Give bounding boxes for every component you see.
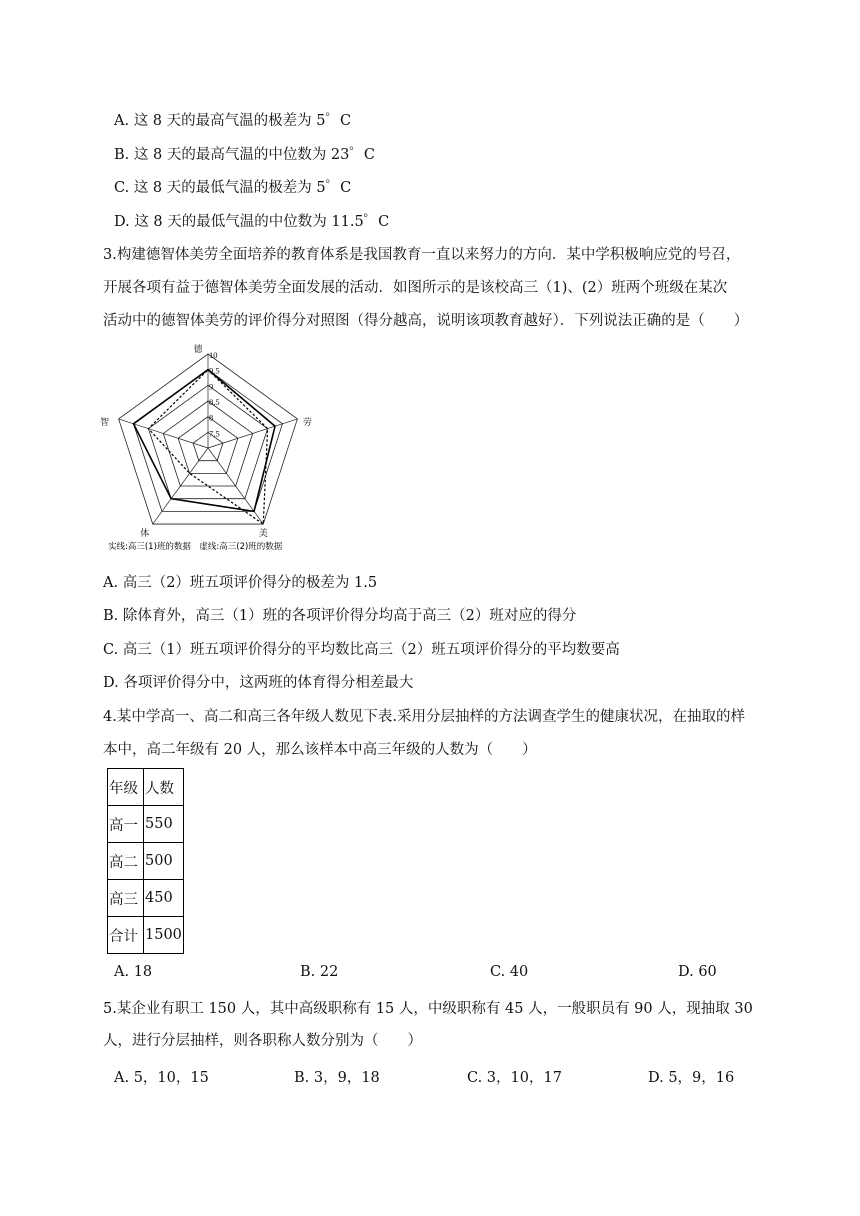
q5-stem-line-1: 5.某企业有职工 150 人，其中高级职称有 15 人，中级职称有 45 人，一般职员有 90 人，现抽取 30 [103, 1001, 753, 1017]
radar-tick-label: 8.5 [209, 397, 220, 407]
table-cell: 高二 [108, 843, 144, 880]
q2-option-a: A. 这 8 天的最高气温的极差为 5゜C [114, 113, 352, 129]
q3-option-b: B. 除体育外，高三（1）班的各项评价得分均高于高三（2）班对应的得分 [103, 608, 577, 624]
grade-count-table [107, 768, 184, 954]
q5-choice-c: C. 3，10，17 [467, 1070, 562, 1086]
q4-choice-d: D. 60 [678, 964, 717, 980]
q4-choice-a: A. 18 [114, 964, 153, 980]
q3-stem-line-3: 活动中的德智体美劳的评价得分对照图（得分越高，说明该项教育越好）．下列说法正确的是（ ） [103, 313, 749, 329]
radar-tick-labels [209, 350, 220, 438]
q3-stem-line-2: 开展各项有益于德智体美劳全面发展的活动．如图所示的是该校高三（1)、(2）班两个班级在某次 [103, 280, 728, 296]
q5-choice-a: A. 5，10，15 [114, 1070, 209, 1086]
q3-option-a: A. 高三（2）班五项评价得分的极差为 1.5 [103, 575, 378, 591]
radar-axis-label: 劳 [302, 417, 312, 428]
radar-tick-label: 9.5 [209, 365, 220, 376]
radar-legend: 实线:高三(1)班的数据 虚线:高三(2)班的数据 [108, 542, 283, 552]
radar-spoke [119, 419, 208, 448]
radar-tick-label: 10 [209, 350, 218, 360]
table-header-grade: 年级 [108, 769, 144, 806]
q5-stem-line-2: 人，进行分层抽样，则各职称人数分别为（ ） [103, 1033, 422, 1049]
table-cell: 高三 [108, 880, 144, 917]
table-cell: 1500 [144, 917, 184, 954]
q2-option-b: B. 这 8 天的最高气温的中位数为 23゜C [114, 147, 375, 163]
table-row [108, 806, 184, 843]
table-row [108, 917, 184, 954]
radar-axis-label: 体 [140, 529, 150, 540]
q4-stem-line-2: 本中，高二年级有 20 人，那么该样本中高三年级的人数为（ ） [103, 742, 537, 758]
table-header-count: 人数 [144, 769, 184, 806]
q2-option-d: D. 这 8 天的最低气温的中位数为 11.5゜C [114, 214, 390, 230]
q4-choice-c: C. 40 [490, 964, 529, 980]
q4-stem-line-1: 4.某中学高一、高二和高三各年级人数见下表.采用分层抽样的方法调查学生的健康状况，在抽取的样 [103, 709, 745, 725]
q4-choice-b: B. 22 [300, 964, 339, 980]
q3-stem-line-1: 3.构建德智体美劳全面培养的教育体系是我国教育一直以来努力的方向．某中学积极响应党的号召， [103, 247, 741, 263]
q3-option-d: D. 各项评价得分中，这两班的体育得分相差最大 [103, 675, 414, 691]
table-row [108, 880, 184, 917]
radar-chart [100, 338, 332, 556]
radar-tick-label: 8 [209, 412, 214, 423]
q3-option-c: C. 高三（1）班五项评价得分的平均数比高三（2）班五项评价得分的平均数要高 [103, 642, 620, 658]
table-cell: 高一 [108, 806, 144, 843]
q5-choice-b: B. 3，9，18 [294, 1070, 380, 1086]
table-cell: 450 [144, 880, 184, 917]
table-row [108, 843, 184, 880]
radar-axis-label: 智 [100, 417, 110, 428]
radar-axis-label: 美 [258, 529, 268, 540]
table-row [108, 769, 184, 806]
table-cell: 550 [144, 806, 184, 843]
radar-spoke [208, 419, 297, 448]
table-cell: 合计 [108, 917, 144, 954]
q5-choice-d: D. 5，9，16 [648, 1070, 735, 1086]
radar-grid [119, 354, 298, 524]
radar-tick-label: 9 [209, 381, 214, 392]
table-cell: 500 [144, 843, 184, 880]
q2-option-c: C. 这 8 天的最低气温的极差为 5゜C [114, 180, 352, 196]
radar-axis-label: 德 [193, 345, 203, 355]
radar-tick-label: 7.5 [209, 428, 220, 439]
